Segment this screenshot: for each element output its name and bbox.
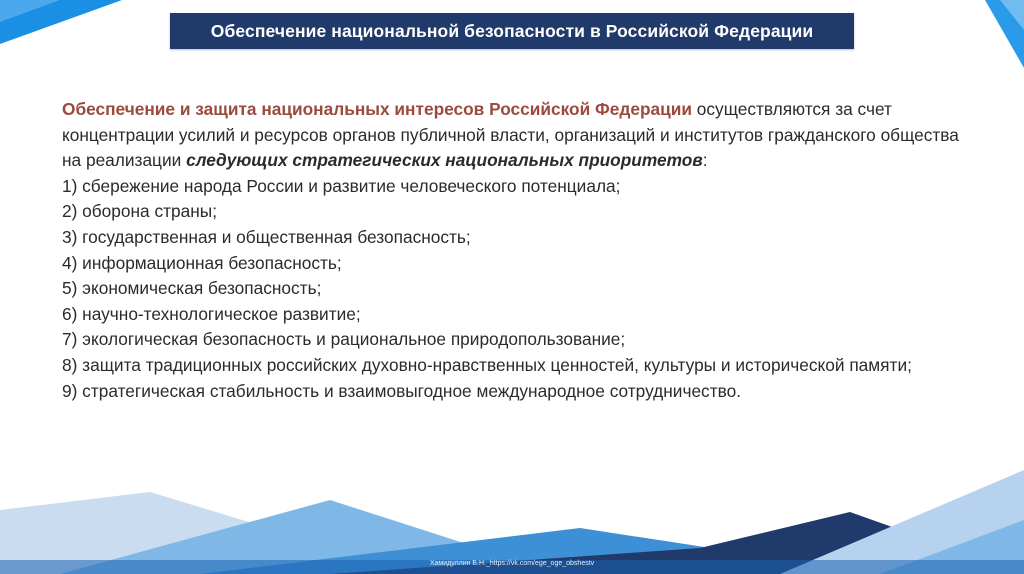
intro-text: осуществляются за счет концентрации усилий и ресурсов органов публичной власти, организаций и институтов гражданского общества на реализации xyxy=(62,99,959,171)
list-item: 6) научно-технологическое развитие; xyxy=(62,303,361,324)
list-item: 5) экономическая безопасность; xyxy=(62,278,322,299)
list-item: 7) экологическая безопасность и рациональное природопользование; xyxy=(62,329,626,350)
list-item: 4) информационная безопасность; xyxy=(62,252,342,273)
list-item: 9) стратегическая стабильность и взаимовыгодное международное сотрудничество. xyxy=(62,380,742,401)
intro-emphasis: следующих стратегических национальных приоритетов xyxy=(186,150,703,171)
slide-body xyxy=(62,97,962,404)
list-item: 1) сбережение народа России и развитие человеческого потенциала; xyxy=(62,175,621,196)
list-item: 3) государственная и общественная безопасность; xyxy=(62,226,471,247)
intro-colon: : xyxy=(702,150,708,171)
slide-title: Обеспечение национальной безопасности в Российской Федерации xyxy=(170,13,854,49)
footer-credit: Хамидуллин Б.Н._https://vk.com/ege_oge_obshestv xyxy=(429,560,595,567)
list-item: 2) оборона страны; xyxy=(62,201,218,222)
intro-paragraph xyxy=(62,97,962,174)
intro-highlight: Обеспечение и защита национальных интересов Российской Федерации xyxy=(62,99,692,119)
list-item: 8) защита традиционных российских духовно-нравственных ценностей, культуры и исторической памяти; xyxy=(62,354,912,375)
